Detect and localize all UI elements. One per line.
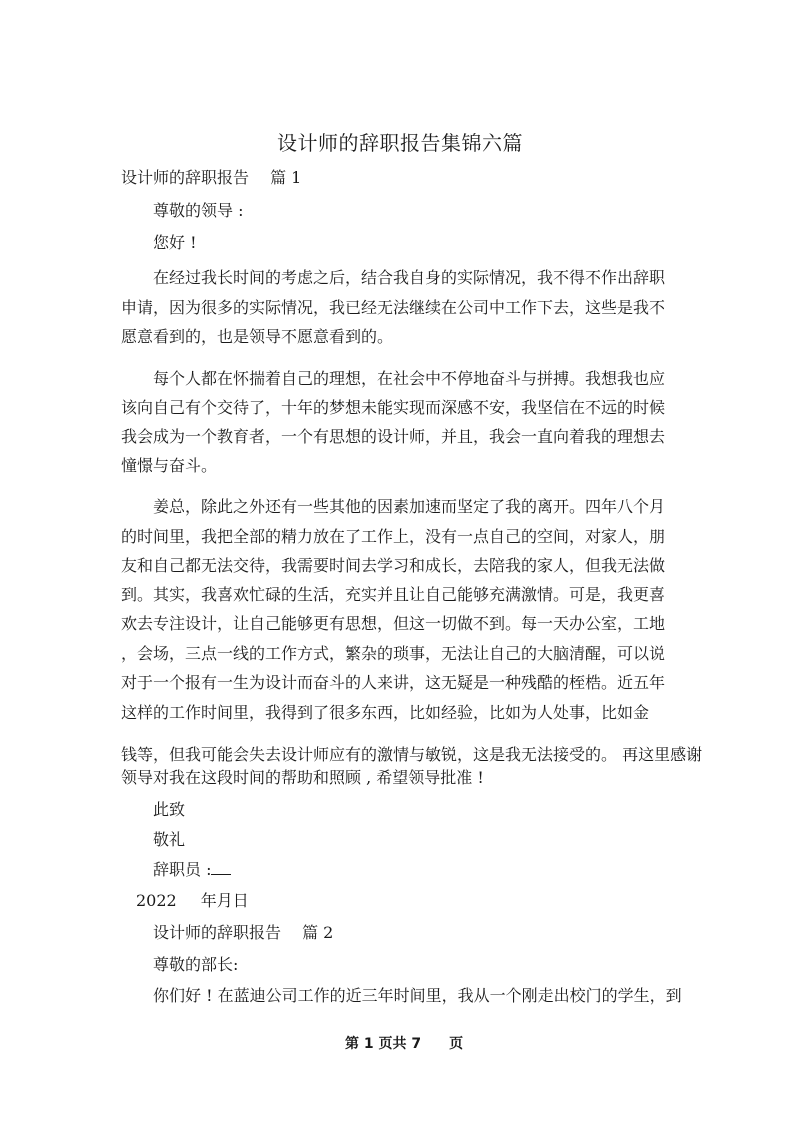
signer-line xyxy=(153,860,231,880)
paragraph-line: 这样的工作时间里，我得到了很多东西，比如经验，比如为人处事，比如金 xyxy=(121,703,650,722)
paragraph-line: 领导对我在这段时间的帮助和照顾 , 希望领导批准 ! xyxy=(121,768,484,787)
paragraph-line: 愿意看到的，也是领导不愿意看到的。 xyxy=(121,327,394,346)
salutation-2: 尊敬的部长: xyxy=(153,955,239,974)
date-rest: 年月日 xyxy=(200,891,249,910)
closing-line-2: 敬礼 xyxy=(153,830,186,849)
document-title: 设计师的辞职报告集锦六篇 xyxy=(277,131,523,155)
paragraph-line: 在经过我长时间的考虑之后，结合我自身的实际情况，我不得不作出辞职 xyxy=(153,268,666,287)
paragraph-line: 憧憬与奋斗。 xyxy=(121,456,218,475)
paragraph-line: 钱等，但我可能会失去设计师应有的激情与敏锐，这是我无法接受的。 再这里感谢 xyxy=(121,745,703,764)
date-line xyxy=(136,891,249,911)
paragraph-line: 到。其实，我喜欢忙碌的生活，充实并且让自己能够充满激情。可是，我更喜 xyxy=(121,585,666,604)
paragraph-line: 姜总，除此之外还有一些其他的因素加速而坚定了我的离开。四年八个月 xyxy=(153,497,666,516)
paragraph-line: 的时间里，我把全部的精力放在了工作上，没有一点自己的空间，对家人，朋 xyxy=(121,527,666,546)
paragraph-line: 友和自己都无法交待，我需要时间去学习和成长，去陪我的家人，但我无法做 xyxy=(121,556,666,575)
paragraph-line: 该向自己有个交待了，十年的梦想未能实现而深感不安，我坚信在不远的时候 xyxy=(121,398,666,417)
closing-line-1: 此致 xyxy=(153,800,186,819)
paragraph-line: 每个人都在怀揣着自己的理想，在社会中不停地奋斗与拼搏。我想我也应 xyxy=(153,369,666,388)
paragraph-line: 对于一个报有一生为设计而奋斗的人来讲，这无疑是一种残酷的桎梏。近五年 xyxy=(121,673,666,692)
section2-heading: 设计师的辞职报告 篇 2 xyxy=(153,923,334,942)
paragraph-line: 申请，因为很多的实际情况，我已经无法继续在公司中工作下去，这些是我不 xyxy=(121,298,666,317)
section1-heading: 设计师的辞职报告 篇 1 xyxy=(121,168,302,187)
salutation-1: 尊敬的领导 : xyxy=(153,201,244,220)
paragraph-line: 欢去专注设计，让自己能够更有思想，但这一切做不到。每一天办公室，工地 xyxy=(121,614,666,633)
signer-label: 辞职员 : xyxy=(153,860,212,879)
date-year: 2022 xyxy=(136,891,177,910)
signature-blank xyxy=(211,860,231,875)
paragraph-line: ，会场，三点一线的工作方式，繁杂的琐事，无法让自己的大脑清醒，可以说 xyxy=(121,644,666,663)
page-number-footer: 第 1 页共 7 页 xyxy=(345,1036,464,1052)
paragraph-line: 我会成为一个教育者，一个有思想的设计师，并且，我会一直向着我的理想去 xyxy=(121,427,666,446)
greeting-1: 您好 ! xyxy=(153,233,197,252)
paragraph-line: 你们好 ! 在蓝迪公司工作的近三年时间里，我从一个刚走出校门的学生，到 xyxy=(153,986,682,1005)
